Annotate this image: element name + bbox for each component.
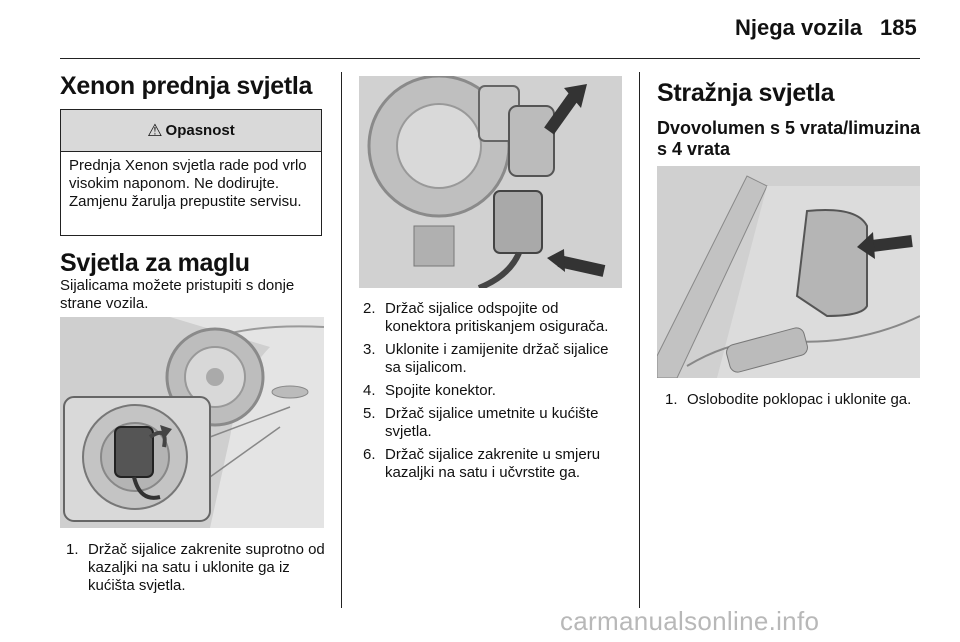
subsection-heading-body-type: Dvovolumen s 5 vrata/limuzina s 4 vrata xyxy=(657,118,921,159)
step-number: 3. xyxy=(363,341,376,358)
bulb-holder-illustration xyxy=(359,76,622,288)
column-divider xyxy=(341,72,342,608)
running-header-title: Njega vozila xyxy=(735,15,863,40)
list-item xyxy=(665,391,925,409)
section-heading-rear-lights: Stražnja svjetla xyxy=(657,79,835,107)
column-divider xyxy=(639,72,640,608)
step-text: Uklonite i zamijenite držač sijalice sa sijalicom. xyxy=(385,341,609,376)
list-item xyxy=(66,541,326,595)
warning-icon: ⚠ xyxy=(147,120,163,140)
step-number: 4. xyxy=(363,382,376,399)
watermark: carmanualsonline.info xyxy=(560,606,820,636)
section-heading-xenon: Xenon prednja svjetla xyxy=(60,72,313,100)
step-text: Držač sijalice umetnite u kućište svjetla. xyxy=(385,405,599,440)
list-item xyxy=(363,341,625,377)
step-text: Držač sijalice zakrenite u smjeru kazaljki na satu i učvrstite ga. xyxy=(385,446,601,481)
warning-text: Prednja Xenon svjetla rade pod vrlo visokim naponom. Ne dodirujte. Zamjenu žarulja prepustite servisu. xyxy=(69,157,307,210)
list-item xyxy=(363,382,625,400)
section-heading-fog-lights: Svjetla za maglu xyxy=(60,249,250,277)
step-number: 2. xyxy=(363,300,376,317)
warning-title: Opasnost xyxy=(165,122,235,139)
warning-header xyxy=(61,110,321,152)
fog-light-illustration xyxy=(60,317,324,528)
step-text: Oslobodite poklopac i uklonite ga. xyxy=(687,391,912,408)
step-number: 1. xyxy=(66,541,79,558)
step-number: 1. xyxy=(665,391,678,408)
steps-list-bulb xyxy=(363,300,625,487)
step-text: Držač sijalice zakrenite suprotno od kazaljki na satu i uklonite ga iz kućišta svjetla. xyxy=(88,541,325,594)
warning-box xyxy=(60,109,322,236)
step-number: 5. xyxy=(363,405,376,422)
header-divider xyxy=(60,58,920,59)
page-number: 185 xyxy=(880,15,917,40)
rear-light-cover-illustration xyxy=(657,166,920,378)
step-number: 6. xyxy=(363,446,376,463)
list-item xyxy=(363,405,625,441)
step-text: Spojite konektor. xyxy=(385,382,496,399)
step-text: Držač sijalice odspojite od konektora pritiskanjem osigurača. xyxy=(385,300,609,335)
list-item xyxy=(363,446,625,482)
steps-list-fog xyxy=(66,541,326,600)
list-item xyxy=(363,300,625,336)
fog-intro-text: Sijalicama možete pristupiti s donje strane vozila. xyxy=(60,277,295,312)
steps-list-rear xyxy=(665,391,925,414)
